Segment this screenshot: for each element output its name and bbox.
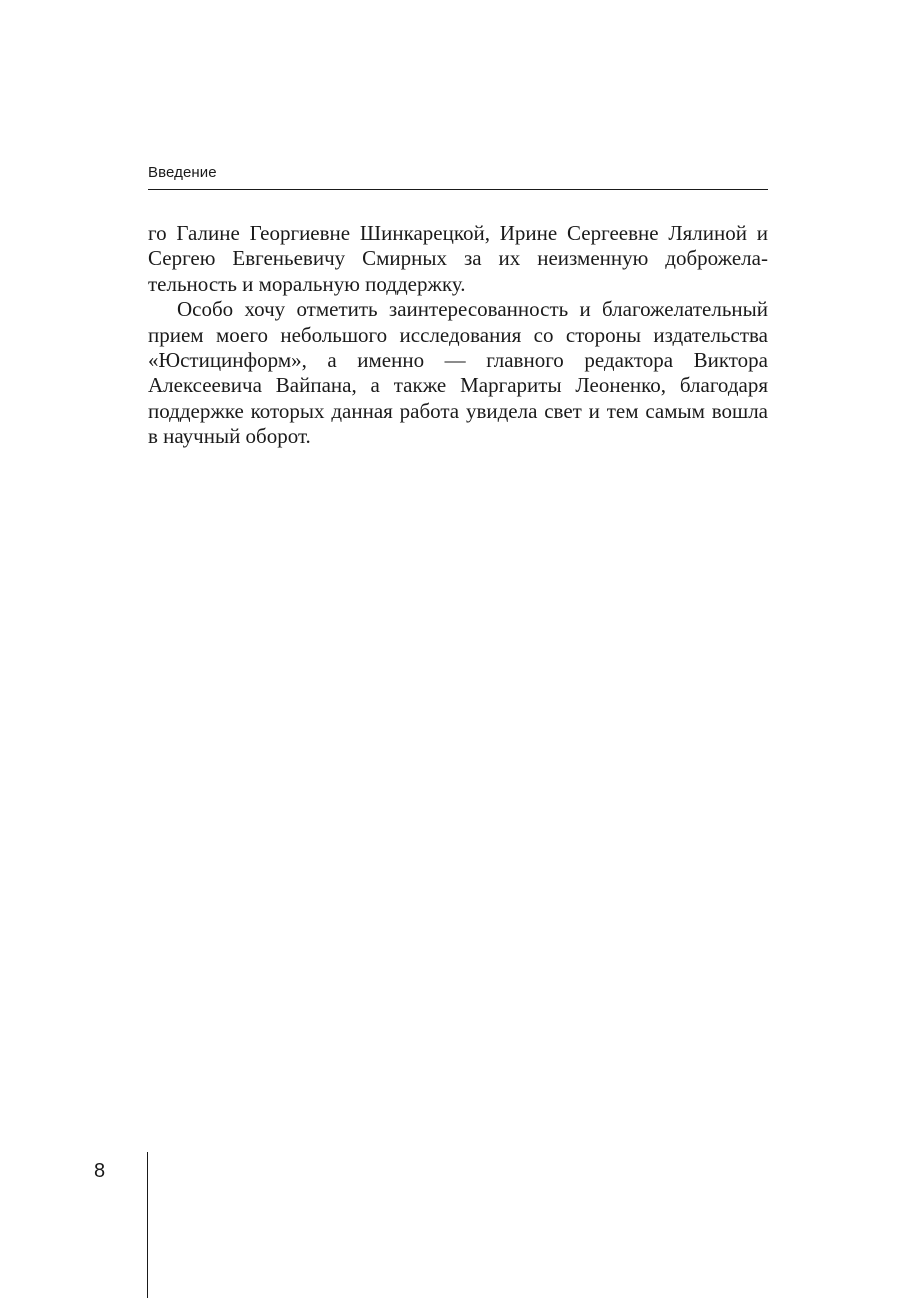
page-number: 8 (94, 1160, 106, 1182)
running-head-title: Введение (148, 164, 217, 181)
header-divider (148, 189, 768, 190)
page-number-divider (147, 1152, 148, 1298)
paragraph-acknowledgement: Особо хочу отметить заинтересованность и благожелательный прием моего небольшого исследования со стороны издательства «Юстицинформ», а именно — главного редактора Виктора Алексеевича Вайпана, а также Маргариты Леоненко, благодаря поддержке которых данная работа увидела свет и тем самым вошла в научный оборот. (148, 297, 768, 449)
paragraph-continuation: го Галине Георгиевне Шинкарецкой, Ирине Сергеевне Лялиной и Сергею Евгеньевичу Смирных за их неизменную доброжелательность и моральную поддержку. (148, 221, 768, 296)
body-text (148, 221, 768, 450)
